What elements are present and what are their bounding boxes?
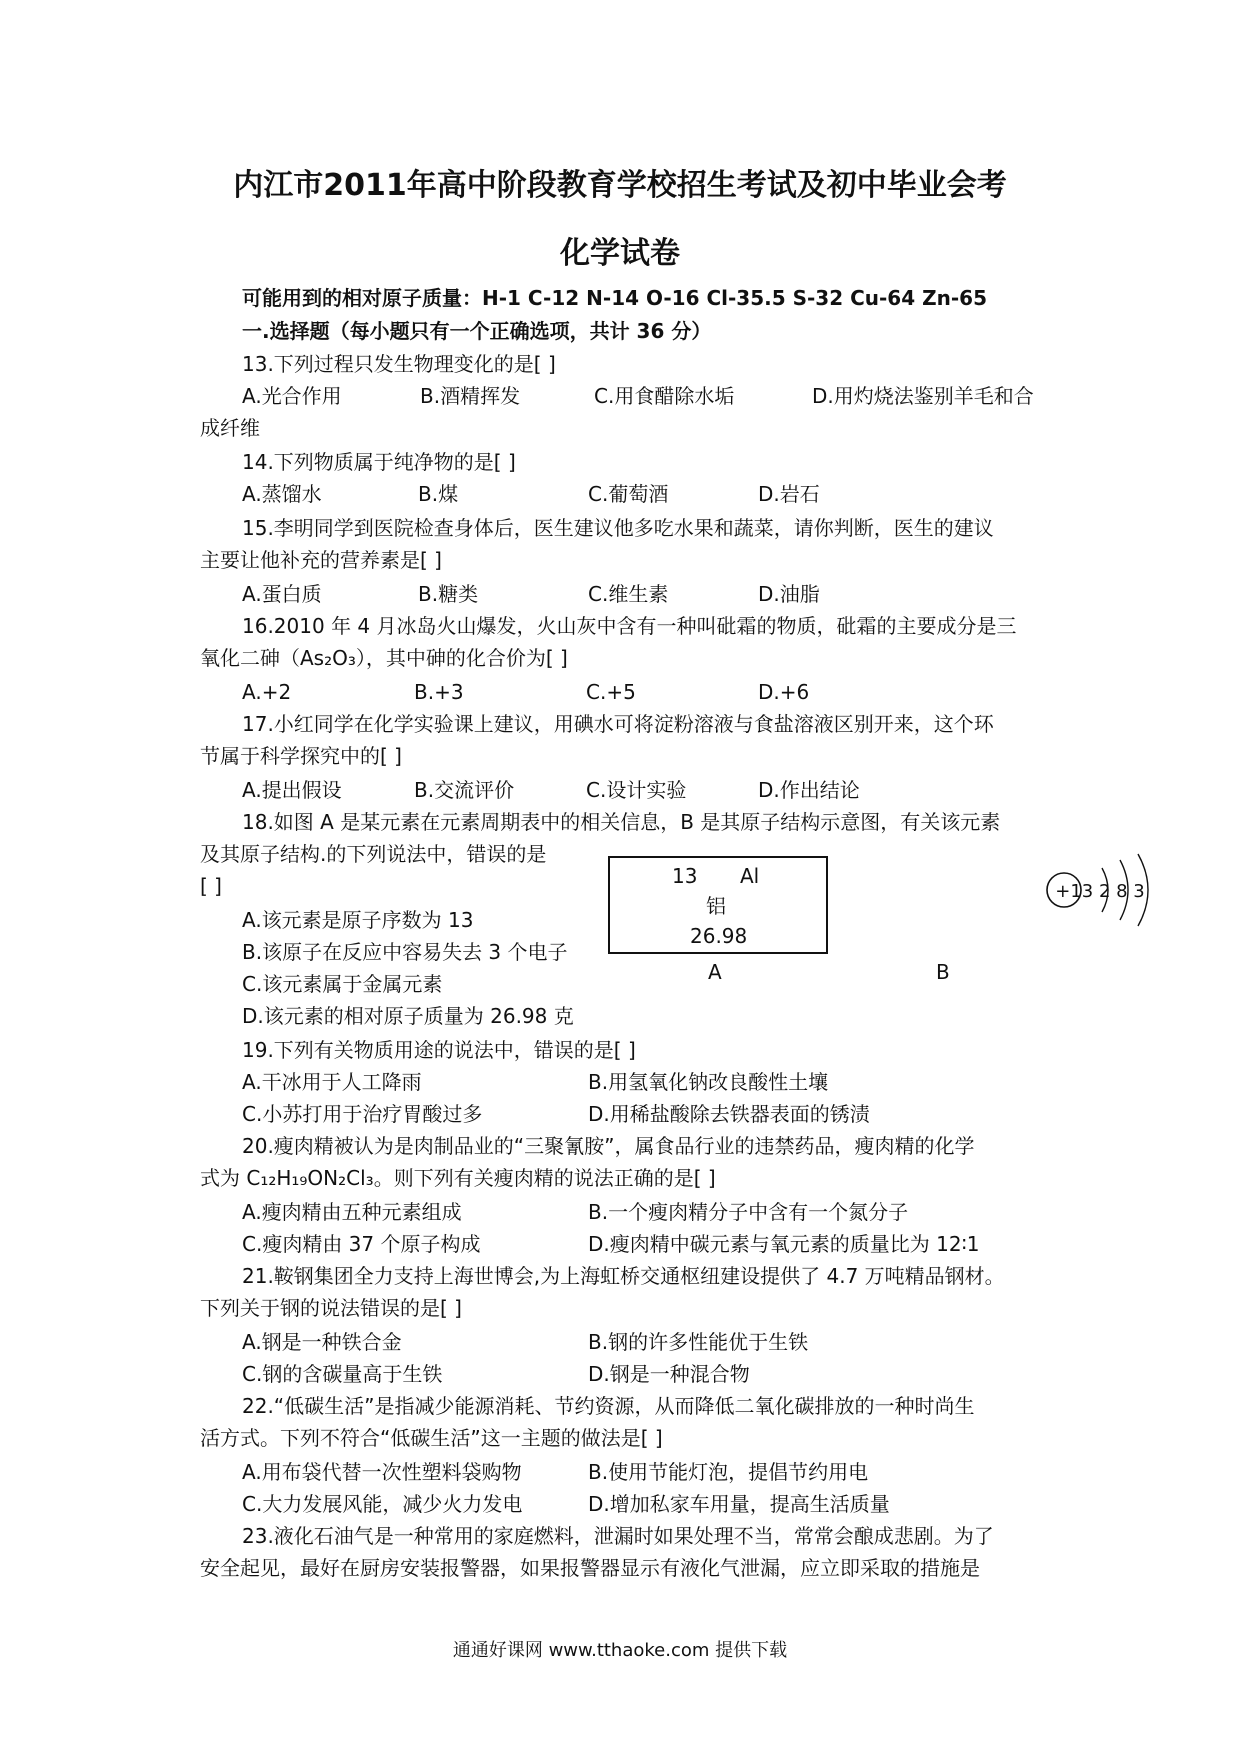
q14-option-d: D.岩石 [758,482,820,506]
atomic-masses: 可能用到的相对原子质量：H-1 C-12 N-14 O-16 Cl-35.5 S-32 Cu-64 Zn-65 [242,286,987,310]
q20-option-b: B.一个瘦肉精分子中含有一个氮分子 [588,1200,909,1224]
figure-label-b: B [936,960,950,984]
q19-stem: 19.下列有关物质用途的说法中，错误的是[ ] [242,1038,636,1062]
figure-label-a: A [708,960,722,984]
q15-option-d: D.油脂 [758,582,820,606]
q18-bracket: [ ] [200,874,222,898]
q22-stem: 22.“低碳生活”是指减少能源消耗、节约资源，从而降低二氧化碳排放的一种时尚生 [242,1394,975,1418]
q14-option-c: C.葡萄酒 [588,482,669,506]
q22-option-d: D.增加私家车用量，提高生活质量 [588,1492,890,1516]
q20-continuation: 式为 C₁₂H₁₉ON₂Cl₃。则下列有关瘦肉精的说法正确的是[ ] [200,1166,716,1190]
q15-option-b: B.糖类 [418,582,479,606]
q17-option-a: A.提出假设 [242,778,342,802]
q14-option-b: B.煤 [418,482,459,506]
q23-continuation: 安全起见，最好在厨房安装报警器，如果报警器显示有液化气泄漏，应立即采取的措施是 [200,1556,980,1580]
q22-option-b: B.使用节能灯泡，提倡节约用电 [588,1460,869,1484]
q18-option-a: A.该元素是原子序数为 13 [242,908,474,932]
q15-option-a: A.蛋白质 [242,582,322,606]
q18-option-d: D.该元素的相对原子质量为 26.98 克 [242,1004,574,1028]
exam-title: 内江市2011年高中阶段教育学校招生考试及初中毕业会考 [233,168,1007,203]
q15-continuation: 主要让他补充的营养素是[ ] [200,548,442,572]
q16-option-a: A.+2 [242,680,292,704]
q19-option-d: D.用稀盐酸除去铁器表面的锈渍 [588,1102,870,1126]
q18-option-b: B.该原子在反应中容易失去 3 个电子 [242,940,568,964]
q17-option-d: D.作出结论 [758,778,860,802]
q18-option-c: C.该元素属于金属元素 [242,972,443,996]
section-heading: 一.选择题（每小题只有一个正确选项，共计 36 分） [242,319,712,343]
atomic-number: 13 [672,864,698,888]
q17-option-c: C.设计实验 [586,778,687,802]
element-symbol: Al [740,864,760,888]
q19-option-a: A.干冰用于人工降雨 [242,1070,422,1094]
q21-option-c: C.钢的含碳量高于生铁 [242,1362,443,1386]
q21-stem: 21.鞍钢集团全力支持上海世博会,为上海虹桥交通枢纽建设提供了 4.7 万吨精品钢材。 [242,1264,1005,1288]
q21-option-b: B.钢的许多性能优于生铁 [588,1330,809,1354]
q19-option-b: B.用氢氧化钠改良酸性土壤 [588,1070,829,1094]
q16-continuation: 氧化二砷（As₂O₃），其中砷的化合价为[ ] [200,646,568,670]
q17-option-b: B.交流评价 [414,778,515,802]
q16-option-d: D.+6 [758,680,810,704]
q13-option-c: C.用食醋除水垢 [594,384,735,408]
q17-stem: 17.小红同学在化学实验课上建议，用碘水可将淀粉溶液与食盐溶液区别开来，这个环 [242,712,994,736]
q15-option-c: C.维生素 [588,582,669,606]
q18-stem: 18.如图 A 是某元素在元素周期表中的相关信息，B 是其原子结构示意图，有关该元素 [242,810,1001,834]
atomic-mass: 26.98 [690,924,748,948]
q23-stem: 23.液化石油气是一种常用的家庭燃料，泄漏时如果处理不当，常常会酿成悲剧。为了 [242,1524,994,1548]
q20-stem: 20.瘦肉精被认为是肉制品业的“三聚氰胺”，属食品行业的违禁药品，瘦肉精的化学 [242,1134,975,1158]
q16-stem: 16.2010 年 4 月冰岛火山爆发，火山灰中含有一种叫砒霜的物质，砒霜的主要成分是三 [242,614,1017,638]
page-footer: 通通好课网 www.tthaoke.com 提供下载 [452,1640,788,1661]
q20-option-d: D.瘦肉精中碳元素与氧元素的质量比为 12∶1 [588,1232,980,1256]
q20-option-c: C.瘦肉精由 37 个原子构成 [242,1232,481,1256]
q22-continuation: 活方式。下列不符合“低碳生活”这一主题的做法是[ ] [200,1426,663,1450]
q21-option-a: A.钢是一种铁合金 [242,1330,402,1354]
q21-continuation: 下列关于钢的说法错误的是[ ] [200,1296,462,1320]
q19-option-c: C.小苏打用于治疗胃酸过多 [242,1102,483,1126]
q16-option-b: B.+3 [414,680,464,704]
q14-stem: 14.下列物质属于纯净物的是[ ] [242,450,516,474]
q22-option-c: C.大力发展风能，减少火力发电 [242,1492,523,1516]
q22-option-a: A.用布袋代替一次性塑料袋购物 [242,1460,522,1484]
q13-option-a: A.光合作用 [242,384,342,408]
q17-continuation: 节属于科学探究中的[ ] [200,744,402,768]
atom-structure-label: +13 2 8 3 [1055,881,1145,902]
q18-continuation: 及其原子结构.的下列说法中，错误的是 [200,842,547,866]
q13-option-d: D.用灼烧法鉴别羊毛和合 [812,384,1034,408]
q13-continuation: 成纤维 [200,416,260,440]
q13-stem: 13.下列过程只发生物理变化的是[ ] [242,352,556,376]
atom-structure-diagram [1040,850,1170,960]
q14-option-a: A.蒸馏水 [242,482,322,506]
exam-subtitle: 化学试卷 [560,236,680,271]
q20-option-a: A.瘦肉精由五种元素组成 [242,1200,462,1224]
q15-stem: 15.李明同学到医院检查身体后，医生建议他多吃水果和蔬菜，请你判断，医生的建议 [242,516,994,540]
q13-option-b: B.酒精挥发 [420,384,521,408]
q21-option-d: D.钢是一种混合物 [588,1362,750,1386]
element-name: 铝 [706,894,726,918]
periodic-table-cell [608,856,828,954]
q16-option-c: C.+5 [586,680,636,704]
